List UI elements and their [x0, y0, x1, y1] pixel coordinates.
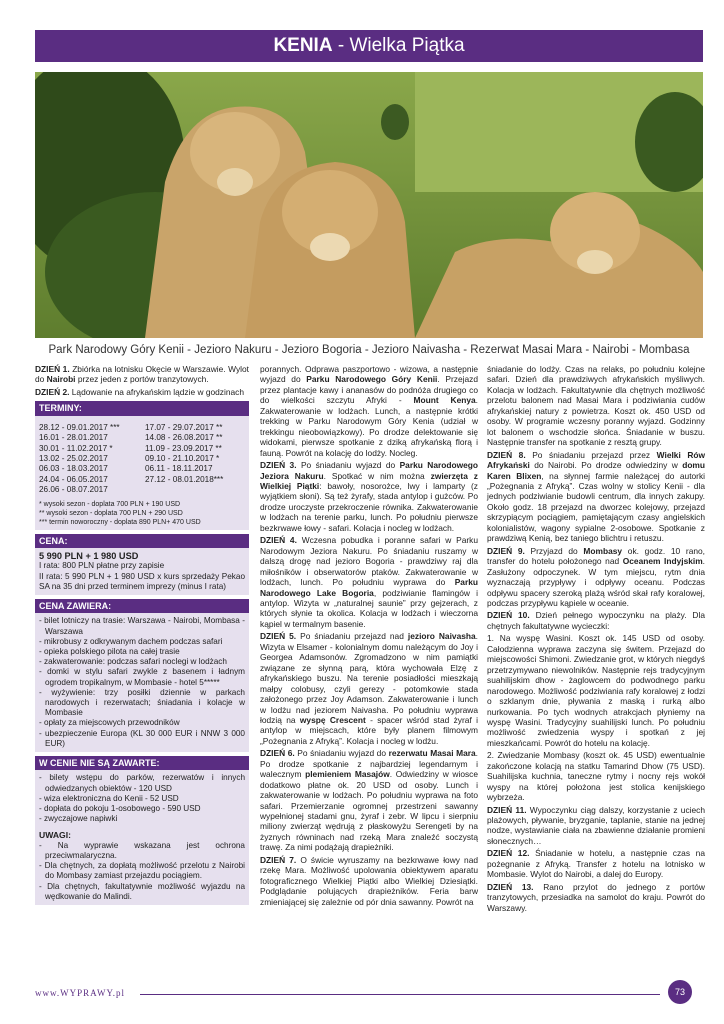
- day-text: . Przejazd przez plantacje kawy i ananasów do podnóża drugiego co do wielkości szczytu Afryki -: [260, 374, 478, 406]
- day-label: DZIEŃ 3.: [260, 460, 297, 471]
- price-installment-2: II rata: 5 990 PLN + 1 980 USD x kurs sprzedaży Pekao SA na 35 dni przed terminem imprezy (minus I rata): [39, 571, 245, 591]
- price-heading: CENA:: [35, 534, 249, 548]
- day-text: . Zasłużony odpoczynek. W tym miejscu, rytm dnia wyznaczają przypływy i odpływy oceanu. Podczas odpływu spacery szeroką plażą wśród skał rafy koralowej, podczas przypływu kąpiele w oceanie.: [487, 556, 705, 608]
- day-highlight: Parku Narodowego Lake Bogoria: [260, 577, 478, 598]
- day-5: [260, 631, 478, 746]
- page-title: [35, 30, 703, 62]
- excluded-panel: [35, 770, 249, 904]
- season-note: ** wysoki sezon - doplata 700 PLN + 290 USD: [39, 509, 183, 517]
- notes-title: UWAGI:: [39, 830, 71, 841]
- day-13: [487, 882, 705, 913]
- day-text: Wczesna pobudka i poranne safari w Parku Narodowym Jeziora Nakuru. Po śniadaniu ruszamy w dalszą drogę nad jezioro Bogoria - prawdziwy raj dla miłośników i obserwatorów ptaków. Zakwaterowanie w lodżach, lunch. Po południu wyprawa do: [260, 535, 478, 588]
- day-text: Dzień pełnego wypoczynku na plaży. Dla chętnych fakultatywne wycieczki:: [487, 610, 705, 631]
- included-item: - bilet lotniczy na trasie: Warszawa - Nairobi, Mombasa - Warszawa: [39, 616, 245, 636]
- included-list: [39, 616, 245, 749]
- price-installment-1: I rata: 800 PLN płatne przy zapisie: [39, 561, 165, 571]
- day-highlight: Nairobi: [46, 374, 76, 385]
- day-9: [487, 546, 705, 609]
- day-10: [487, 610, 705, 631]
- day-text: do Nairobi. Po drodze odwiedziny w: [529, 460, 683, 471]
- day-text: . Zakwaterowanie w lodżach. Lunch, a następnie krótki trekking w Parku Narodowym Góry Kenia (udział w trekkingu nieobowiązkowy). Po drodze delektowanie się widokami, pierwsze spotkanie z dziką afrykańską florą i fauną. Powrót na kolację do lodży. Nocleg.: [260, 395, 478, 458]
- included-item: - opieka polskiego pilota na całej trasie: [39, 646, 180, 656]
- day-text: . Odwiedziny w wiosce dodatkowo płatne ok. 20 USD od osoby. Lunch i zakwaterowanie w lodżach. Po południu wyprawa na foto safari. Przemierzanie ogromnej przestrzeni sawanny wypełnionej stadami gnu, żyraf i zebr. W lipcu i sierpniu miliony zwierząt wędrują z płaskowyżu Serengeti by na żyznych równinach nad rzeką Mara znaleźć soczystą trawę. Za nimi podążają drapieżniki.: [260, 769, 479, 853]
- optional-trip-1: 1. Na wyspę Wasini. Koszt ok. 145 USD od osoby. Całodzienna wyprawa zaczyna się świtem. Przejazd do miejscowości Shimoni. Zwiedzanie grot, w których niegdyś przetrzymywano niewolników. Następnie rejs tradycyjnym suahilijskim dhow - żaglowcem do podwodnego parku narodowego. Możliwość podziwiania rafy koralowej z łodzi o szklanym dnie, pływania z maską i rurką albo nurkowania. Po tych wodnych atrakcjach płyniemy na wyspę Wasini. Tradycyjny suahilijski lunch. Po południu możliwość zwiedzenia wyspy i spotkań z jej mieszkańcami. Powrót do hotelu na kolację.: [487, 633, 705, 748]
- day-highlight: Oceanem Indyjskim: [622, 556, 703, 567]
- day-7-continued: śniadanie do lodży. Czas na relaks, po południu kolejne safari. Dzień dla prawdziwych afrykańskich myśliwych. Kolacja w lodżach. Fakultatywnie dla chętnych możliwość przelotu balonem nad Masai Mara i podziwiania cudów afrykańskiej natury z powietrza. Koszt ok. 450 USD od osoby. W programie wczesny poranny wyjazd. Godzinny lot balonem o wschodzie słońca. Śniadanie w buszu. Następnie transfer na spotkanie z resztą grupy.: [487, 364, 705, 448]
- day-label: DZIEŃ 8.: [487, 449, 526, 460]
- day-highlight: Mount Kenya: [413, 395, 476, 406]
- day-4: [260, 535, 478, 629]
- optional-trip-2: 2. Zwiedzanie Mombasy (koszt ok. 45 USD) ewentualnie zakończone kolacją na statku Tamarind Dhow (75 USD). Suahilijska kuchnia, taneczne rytmy i nocny rejs wokół wyspy na której położona jest stolica kenijskiego wybrzeża.: [487, 750, 705, 803]
- season-note: *** termin noworoczny - doplata 890 PLN+ 470 USD: [39, 518, 201, 526]
- term-date: 14.08 - 26.08.2017 **: [145, 433, 223, 443]
- day-label: DZIEŃ 13.: [487, 881, 534, 892]
- day-text: Po śniadaniu wyjazd do: [296, 460, 400, 471]
- terms-list: [39, 419, 245, 496]
- note-item: - Dla chętnych, za dopłatą możliwość przelotu z Nairobi do Mombasy zamiast przejazdu pociągiem.: [39, 861, 245, 881]
- day-label: DZIEŃ 4.: [260, 535, 297, 546]
- term-date: 27.12 - 08.01.2018***: [145, 474, 224, 484]
- day-highlight: Mombasy: [583, 545, 623, 556]
- day-11: [487, 805, 705, 847]
- included-item: - domki w stylu safari zwykle z basenem i ładnym ogrodem tropikalnym, w Mombasie - hotel 5*****: [39, 667, 245, 687]
- day-text: Przyjazd do: [524, 545, 584, 556]
- day-highlight: zwierzęta z Wielkiej Piątki: [260, 470, 478, 491]
- day-label: DZIEŃ 5.: [260, 631, 297, 642]
- included-item: - opłaty za miejscowych przewodników: [39, 718, 180, 728]
- season-notes: [39, 500, 245, 527]
- price-main: 5 990 PLN + 1 980 USD: [39, 551, 139, 562]
- season-note: * wysoki sezon - doplata 700 PLN + 190 USD: [39, 500, 181, 508]
- day-text: Lądowanie na afrykańskim lądzie w godzinach: [69, 386, 245, 397]
- day-highlight: wyspę Crescent: [299, 714, 366, 725]
- term-date: 26.06 - 08.07.2017: [39, 485, 108, 495]
- lions-photo: [35, 72, 703, 338]
- column-2: [260, 364, 478, 909]
- day-label: DZIEŃ 11.: [487, 804, 527, 815]
- price-panel: [35, 548, 249, 595]
- day-label: DZIEŃ 2.: [35, 386, 70, 397]
- day-text: O świcie wyruszamy na bezkrwawe łowy nad rzekę Mara. Możliwość upolowania obiektywem aparatu fotograficznego Wielkiej Piątki albo Wielkiej Dziesiątki. Podglądanie polujących drapieżników. Feria barw zmieniającej się zależnie od pór dnia sawanny. Powrót na: [260, 854, 479, 907]
- day-highlight: rezerwatu Masai Mara: [388, 748, 476, 759]
- day-highlight: Parku Narodowego Góry Kenii: [306, 374, 438, 385]
- included-heading: CENA ZAWIERA:: [35, 599, 249, 613]
- terms-panel: [35, 416, 249, 530]
- day-text: ok. godz. 10 rano, transfer do hotelu położonego nad: [487, 545, 705, 567]
- excluded-item: - wiza elektroniczna do Kenii - 52 USD: [39, 793, 179, 803]
- day-highlight: domu Karen Blixen: [487, 460, 705, 481]
- route-line: Park Narodowy Góry Kenii - Jezioro Nakuru - Jezioro Bogoria - Jezioro Naivasha - Rezerwat Masai Mara - Nairobi - Mombasa: [48, 344, 690, 356]
- day-text: Po śniadaniu wyjazd do: [294, 748, 389, 759]
- day-text: porannych. Odprawa paszportowo - wizowa, a następnie wyjazd do: [260, 364, 478, 385]
- day-highlight: Parku Narodowego Jeziora Nakuru: [260, 460, 478, 481]
- day-text: Zbiórka na lotnisku Okęcie w Warszawie. Wylot do: [35, 364, 250, 385]
- title-country: KENIA: [273, 35, 333, 56]
- excluded-item: - dopłata do pokoju 1-osobowego - 590 USD: [39, 804, 201, 814]
- term-date: 28.12 - 09.01.2017 ***: [39, 422, 120, 432]
- day-label: DZIEŃ 7.: [260, 854, 297, 865]
- terms-heading: TERMINY:: [35, 401, 249, 415]
- term-date: 09.10 - 21.10.2017 *: [145, 454, 220, 464]
- note-item: - Na wyprawie wskazana jest ochrona przeciwmalaryczna.: [39, 840, 245, 860]
- day-text: , podziwianie flamingów i antylop. Wizyta w „naturalnej saunie” przy gejzerach, z których słynie ta okolica. Kolacja w lodżach i wieczorna kąpiel w termalnym basenie.: [260, 587, 478, 629]
- day-label: DZIEŃ 6.: [260, 748, 295, 759]
- lions-illustration: [35, 72, 703, 338]
- excluded-item: - zwyczajowe napiwki: [39, 814, 118, 824]
- term-date: 17.07 - 29.07.2017 **: [145, 422, 223, 432]
- day-label: DZIEŃ 1.: [35, 364, 70, 374]
- day-text: - spacer wśród stad żyraf i antylop w miejscach, które były planem filmowym „Pożegnania z Afryką”. Kolacja i nocleg w lodżu.: [260, 714, 478, 746]
- day-label: DZIEŃ 12.: [487, 848, 530, 859]
- day-text: Wypoczynku ciąg dalszy, korzystanie z uciech plażowych, pływanie, bryzganie, taplanie, stanie na jednej nodze, wystawianie ciała na zbawienne działanie promieni słonecznych…: [487, 804, 706, 846]
- day-text: Po śniadaniu przejazd przez: [525, 449, 657, 460]
- day-8: [487, 450, 705, 544]
- day-text: . Wizyta w Elsamer - kolonialnym domu należącym do Joy i Georgea Adamsonów. Zgromadzono w nim pamiątki związane ze słynną parą, która wychowała Elzę z afrykańskiego buszu. Na terenie posiadłości mieszkają małpy colobusy, czyli gerezy - potomkowie stada założonego przez Joy Adamson. Zakwaterowanie i lunch w lodżu nad jeziorem Naivasha. Po południu wyprawa łodzią na: [260, 631, 478, 725]
- term-date: 13.02 - 25.02.2017: [39, 454, 108, 464]
- day-text: . Po drodze spotkanie z najbardziej legendarnym i walecznym: [260, 748, 478, 780]
- day-highlight: Wielki Rów Afrykański: [487, 449, 706, 471]
- terms-left: [39, 423, 139, 496]
- excluded-item: - bilety wstępu do parków, rezerwatów i innych odwiedzanych obiektów - 120 USD: [39, 773, 245, 793]
- title-subtitle: - Wielka Piątka: [332, 35, 465, 56]
- footer-divider: [140, 994, 660, 995]
- terms-right: [145, 423, 245, 496]
- included-item: - ubezpieczenie Europa (KL 30 000 EUR i NNW 3 000 EUR): [39, 728, 245, 748]
- note-item: - Dla chętnych, fakultatywnie możliwość wyjazdu na wędkowanie do Malindi.: [39, 881, 245, 901]
- day-text: . Spotkać w nim można: [323, 470, 431, 481]
- term-date: 24.04 - 06.05.2017: [39, 474, 108, 484]
- day-label: DZIEŃ 9.: [487, 545, 525, 556]
- term-date: 16.01 - 28.01.2017: [39, 433, 108, 443]
- excluded-heading: W CENIE NIE SĄ ZAWARTE:: [35, 756, 249, 770]
- term-date: 06.03 - 18.03.2017: [39, 464, 108, 474]
- page-number: 73: [668, 980, 692, 1004]
- term-date: 06.11 - 18.11.2017: [145, 464, 213, 474]
- excluded-list: [39, 773, 245, 824]
- day-label: DZIEŃ 10.: [487, 610, 530, 621]
- column-3: [487, 364, 705, 915]
- included-item: - wyżywienie: trzy posiłki dziennie w parkach narodowych i rezerwatach; śniadania i kolacje w Mombasie: [39, 687, 245, 718]
- term-date: 11.09 - 23.09.2017 **: [145, 443, 222, 453]
- day-text: , na słynnej farmie należącej do autorki „Pożegnania z Afryką”. Czas wolny w stolicy Kenii - dla jednych podziwianie budowli centrum, dla innych zakupy. Około godz. 18 przejazd na dworzec kolejowy, przejazd skrzypiącym pociągiem, pamiętającym czasy angielskich kolonialistów, wagony sypialne 2-osobowe. Spotkanie z prawdziwą Kenią, bez taniego blichtru i retuszu.: [487, 470, 706, 544]
- column-1: [35, 364, 249, 905]
- day-1: [35, 364, 249, 385]
- day-highlight: jezioro Naivasha: [407, 631, 476, 642]
- included-item: - mikrobusy z odkrywanym dachem podczas safari: [39, 636, 223, 646]
- day-3: [260, 460, 478, 533]
- notes-list: [39, 841, 245, 902]
- day-2-continued: [260, 364, 478, 458]
- included-item: - zakwaterowanie: podczas safari noclegi w lodżach: [39, 657, 227, 667]
- day-text: przez jeden z portów tranzytowych.: [75, 374, 209, 385]
- day-text: : bawoły, nosorożce, lwy i lamparty (z wyjątkiem słoni). Są też żyrafy, stada antylop i gużców. Po drodze uroczyste przekroczenie równika. Zakwaterowanie w lodżach na terenie parku, lunch. Po południu pierwsze bezkrwawe łowy - safari. Kolacja i nocleg w lodżach.: [260, 480, 478, 533]
- term-date: 30.01 - 11.02.2017 *: [39, 443, 113, 453]
- included-panel: [35, 613, 249, 752]
- day-7: [260, 855, 478, 907]
- day-highlight: plemieniem Masajów: [305, 769, 390, 780]
- footer-logo: www.WYPRAWY.pl: [35, 988, 126, 998]
- day-12: [487, 848, 705, 879]
- day-6: [260, 748, 478, 853]
- day-text: Po śniadaniu przejazd nad: [296, 631, 408, 642]
- day-text: Śniadanie w hotelu, a następnie czas na pożegnanie z Afryką. Transfer z hotelu na lotnisko w Mombasie. Wylot do Nairobi, a dalej do Europy.: [487, 848, 705, 880]
- day-2: [35, 387, 249, 397]
- day-text: Rano przylot do jednego z portów tranzytowych, przesiadka na samolot do kraju. Powrót do Warszawy.: [487, 881, 705, 913]
